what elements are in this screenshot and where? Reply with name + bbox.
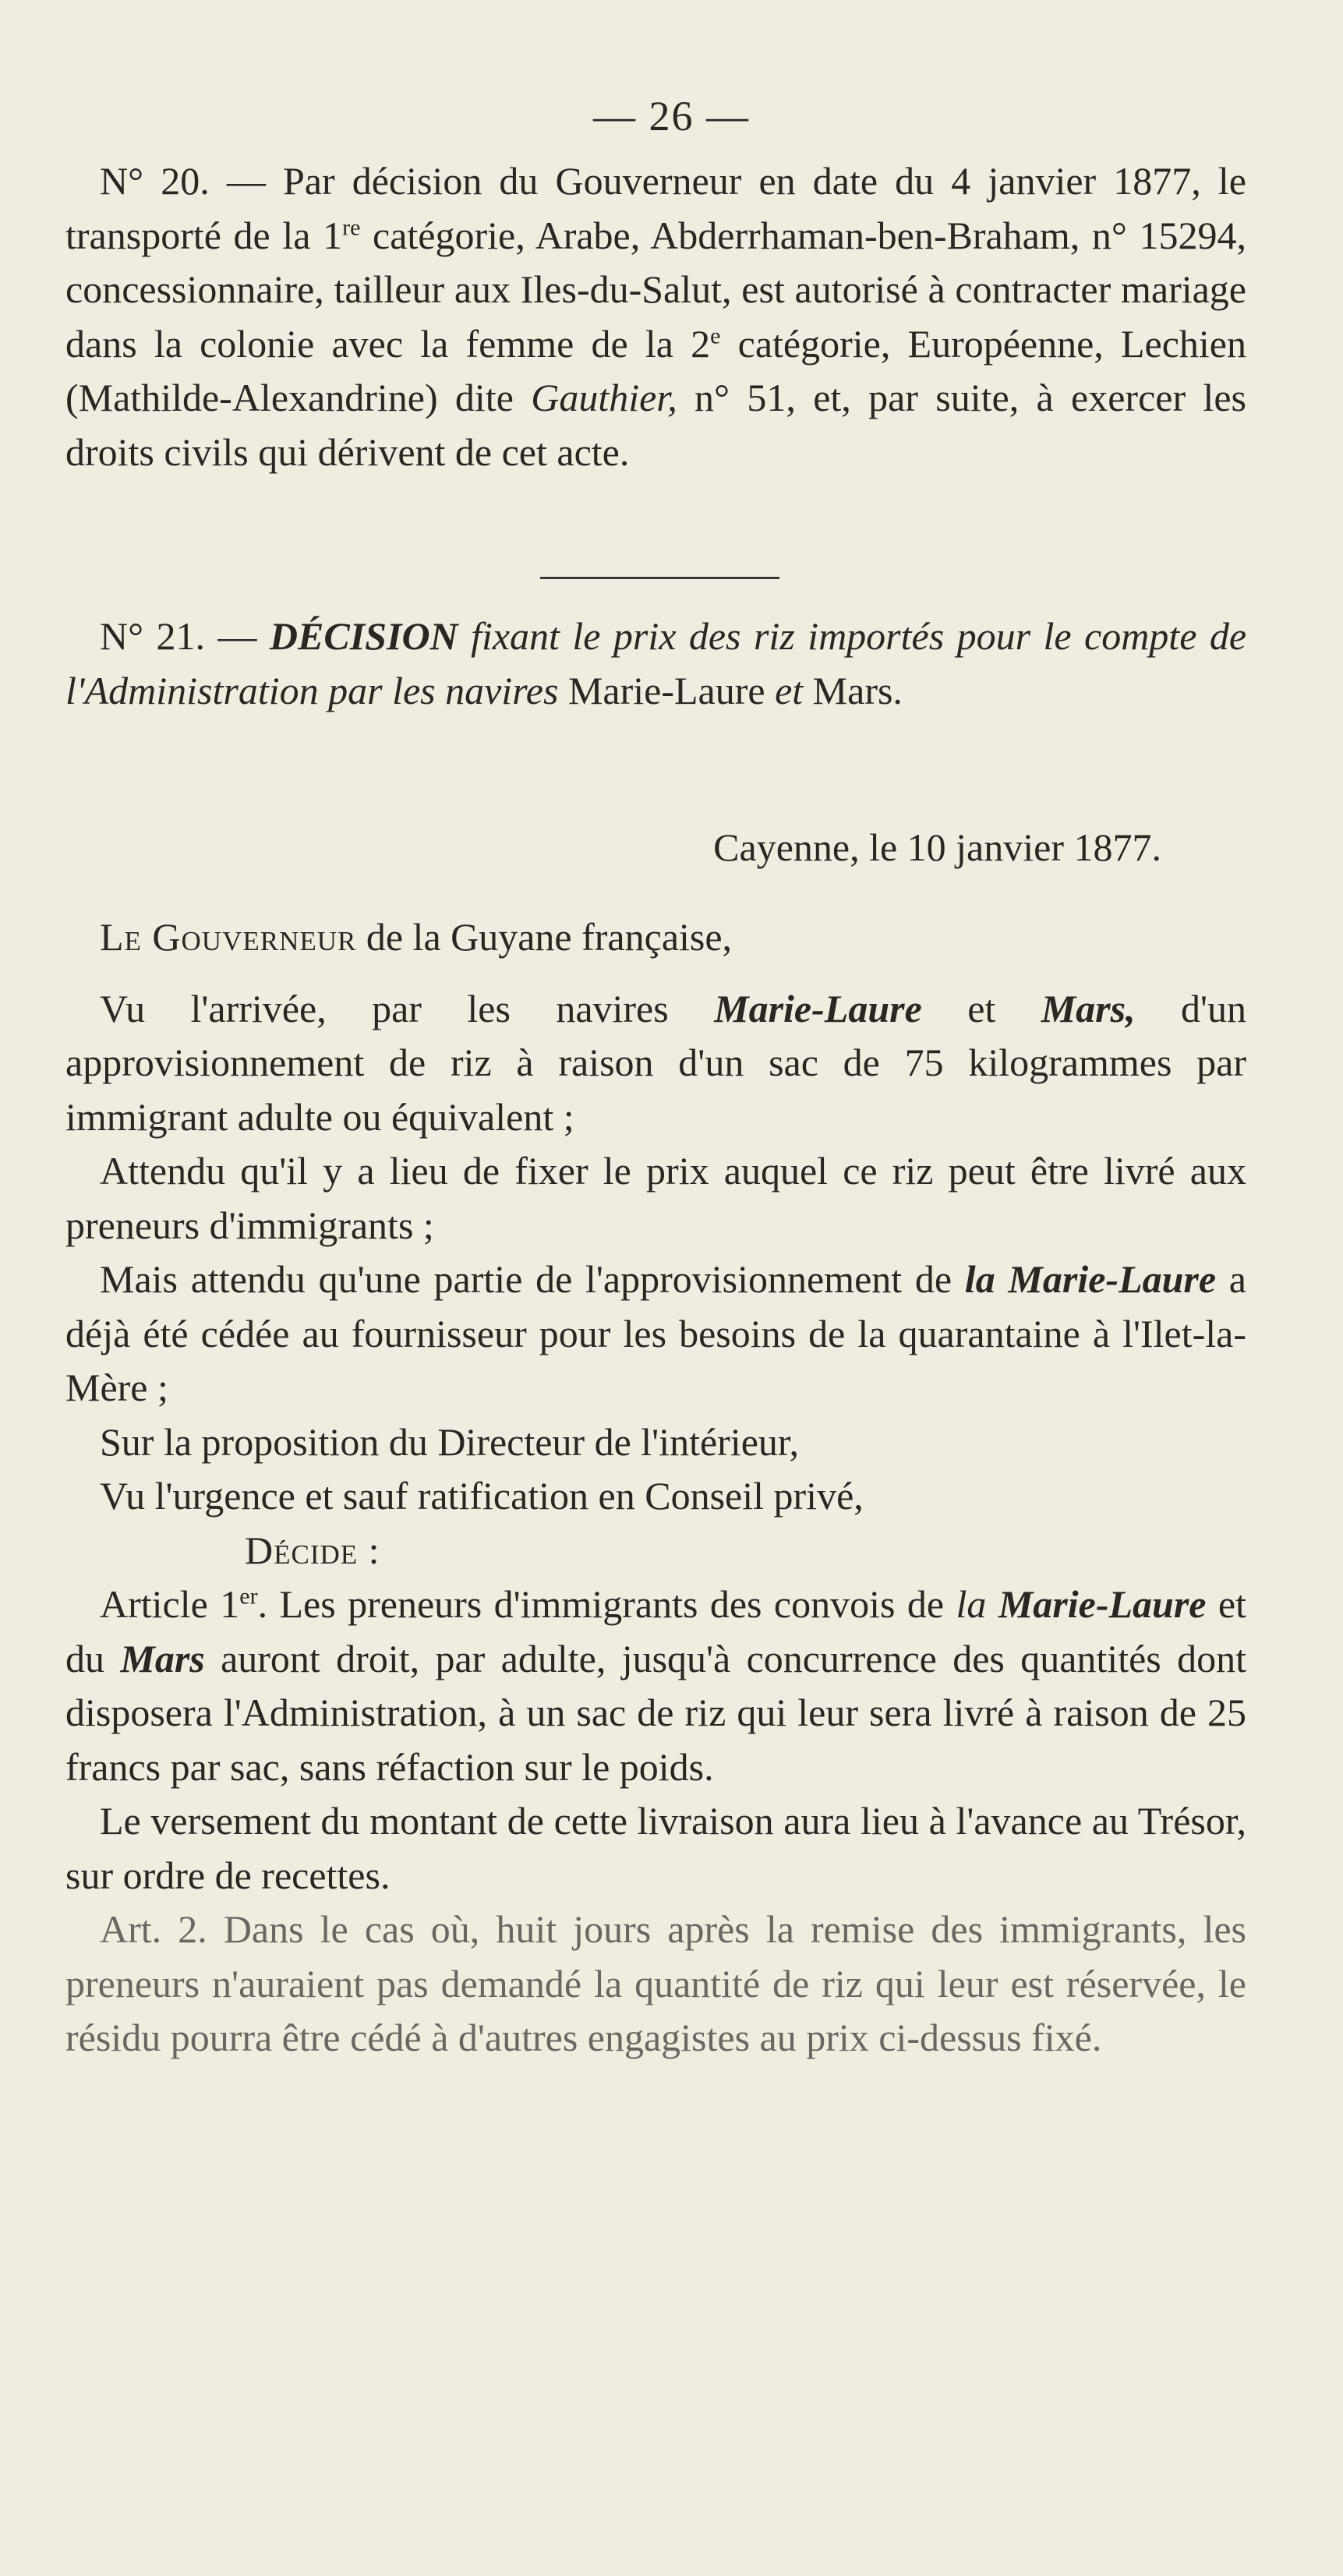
notice-20-sup-2: e bbox=[710, 322, 721, 348]
section-divider bbox=[540, 577, 779, 579]
mais-attendu-t2: a déjà été cédée au fournisseur pour les besoins de la quarantaine à l'Ilet-la-Mère ; bbox=[65, 1257, 1246, 1409]
urgence: Vu l'urgence et sauf ratification en Conseil privé, bbox=[100, 1474, 864, 1518]
notice-20-paragraph bbox=[65, 154, 1246, 479]
gouverneur-le: Le bbox=[100, 915, 153, 959]
decide: Décide : bbox=[245, 1528, 380, 1572]
vu-arrivee-t1: Vu l'arrivée, par les navires bbox=[100, 986, 715, 1030]
article-1-ship-1a: la bbox=[956, 1582, 987, 1626]
notice-20 bbox=[65, 154, 1246, 479]
vu-arrivee-t3: d'un approvisionnement de riz à raison d'un sac de 75 kilogrammes par immigrant adulte ou équivalent ; bbox=[65, 986, 1247, 1139]
notice-21-ship-2: Mars. bbox=[812, 668, 903, 712]
vu-arrivee bbox=[65, 982, 1246, 1145]
vu-arrivee-ship-1: Marie-Laure bbox=[714, 986, 922, 1030]
notice-20-text-4: n° 51, et, par suite, à exercer les droits civils qui dérivent de cet acte. bbox=[65, 376, 1246, 474]
notice-21-heading bbox=[65, 610, 1246, 718]
attendu: Attendu qu'il y a lieu de fixer le prix auquel ce riz peut être livré aux preneurs d'immigrants ; bbox=[65, 1149, 1246, 1247]
article-1-t3: et du bbox=[65, 1582, 1246, 1680]
notice-21-dash: — bbox=[205, 614, 270, 658]
versement: Le versement du montant de cette livraison aura lieu à l'avance au Trésor, sur ordre de recettes. bbox=[65, 1799, 1246, 1897]
dateline: Cayenne, le 10 janvier 1877. bbox=[713, 825, 1161, 869]
notice-20-italic-name: Gauthier, bbox=[531, 376, 677, 419]
proposition: Sur la proposition du Directeur de l'intérieur, bbox=[100, 1419, 800, 1464]
article-1-ship-2: Mars bbox=[120, 1636, 205, 1680]
notice-21-title-bold: DÉCISION bbox=[269, 614, 458, 658]
article-1 bbox=[65, 1578, 1246, 1794]
article-2: Art. 2. Dans le cas où, huit jours après la remise des immigrants, les preneurs n'auraient pas demandé la quantité de riz qui leur est réservée, le résidu pourra être cédé à d'autres engagistes au prix ci-dessus fixé. bbox=[65, 1907, 1246, 2059]
notice-21-title-italic-2: et bbox=[765, 668, 813, 712]
article-1-ship-1b: Marie-Laure bbox=[998, 1582, 1207, 1626]
article-1-t4: auront droit, par adulte, jusqu'à concurrence des quantités dont disposera l'Administration, à un sac de riz qui leur sera livré à raison de 25 francs par sac, sans réfaction sur le poids. bbox=[65, 1636, 1246, 1789]
notice-20-label: N° 20. bbox=[100, 159, 210, 203]
notice-21-title bbox=[65, 610, 1246, 718]
article-1-sup: er bbox=[239, 1583, 258, 1610]
notice-21-title-italic-1: fixant le prix des riz importés pour le compte de l'Administration par les navires bbox=[65, 614, 1247, 712]
notice-20-text-3: catégorie, Européenne, Lechien (Mathilde-Alexandrine) dite bbox=[65, 321, 1246, 419]
decision-body bbox=[65, 910, 1246, 2065]
mais-attendu-t1: Mais attendu qu'une partie de l'approvisionnement de bbox=[100, 1257, 965, 1301]
gouverneur-word: Gouverneur bbox=[152, 915, 357, 959]
mais-attendu-ship: la Marie-Laure bbox=[964, 1257, 1217, 1301]
gouverneur-rest: de la Guyane française, bbox=[356, 915, 733, 959]
article-1-t2: . Les preneurs d'immigrants des convois de bbox=[257, 1582, 956, 1626]
notice-20-text-2: catégorie, Arabe, Abderrhaman-ben-Braham, n° 15294, concessionnaire, tailleur aux Iles-du-Salut, est autorisé à contracter mariage dans la colonie avec la femme de la 2 bbox=[65, 213, 1246, 366]
notice-20-text-1: — Par décision du Gouverneur en date du 4 janvier 1877, le transporté de la 1 bbox=[65, 159, 1246, 257]
vu-arrivee-ship-2: Mars, bbox=[1041, 986, 1136, 1030]
vu-arrivee-t2: et bbox=[921, 986, 1041, 1030]
notice-20-sup-1: re bbox=[342, 214, 361, 240]
page-number: — 26 — bbox=[593, 93, 750, 140]
article-1-t1: Article 1 bbox=[100, 1582, 240, 1626]
notice-21-label: N° 21. bbox=[100, 614, 206, 658]
mais-attendu bbox=[65, 1253, 1246, 1415]
notice-21-ship-1: Marie-Laure bbox=[567, 668, 765, 712]
gouverneur-line bbox=[65, 910, 1246, 965]
